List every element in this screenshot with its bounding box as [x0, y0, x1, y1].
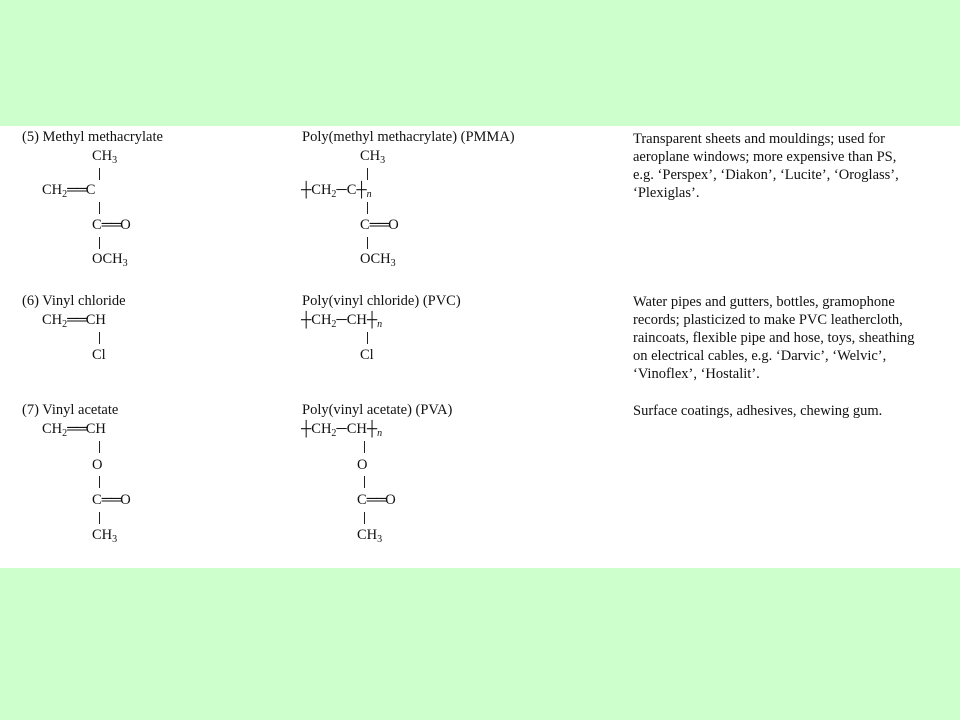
- polymer-5-bottom: $OCH_3$: [360, 251, 396, 269]
- monomer-5-bottom: $OCH_3$: [92, 251, 128, 269]
- bond: [99, 332, 100, 344]
- uses-5-line: Transparent sheets and mouldings; used for: [633, 131, 885, 147]
- monomer-7-oxygen: O: [92, 457, 103, 473]
- polymer-7-carbonyl: C══O: [357, 492, 396, 508]
- bond: [367, 237, 368, 249]
- uses-5-line: e.g. ‘Perspex’, ‘Diakon’, ‘Lucite’, ‘Oroglass’,: [633, 167, 899, 183]
- monomer-6-main: $CH_2══CH$: [42, 312, 106, 330]
- bond: [99, 168, 100, 180]
- bond: [99, 202, 100, 214]
- uses-7-line: Surface coatings, adhesives, chewing gum.: [633, 403, 883, 419]
- uses-6-line: raincoats, flexible pipe and hose, toys, sheathing: [633, 330, 915, 346]
- polymer-7-chain: $┼CH_2─CH┼_n$: [301, 421, 383, 439]
- bond: [364, 476, 365, 488]
- monomer-5-top: $CH_3$: [92, 148, 118, 166]
- uses-5: [633, 130, 953, 202]
- monomer-title-7: (7) Vinyl acetate: [22, 402, 119, 418]
- polymer-7-oxygen: O: [357, 457, 368, 473]
- monomer-6-bottom: Cl: [92, 347, 106, 363]
- bond: [364, 512, 365, 524]
- uses-5-line: ‘Plexiglas’.: [633, 185, 700, 201]
- polymer-table: [0, 126, 960, 568]
- polymer-title-6: Poly(vinyl chloride) (PVC): [302, 293, 461, 309]
- monomer-title-5: (5) Methyl methacrylate: [22, 129, 163, 145]
- bond: [367, 332, 368, 344]
- polymer-6-chain: $┼CH_2─CH┼_n$: [301, 312, 383, 330]
- polymer-title-7: Poly(vinyl acetate) (PVA): [302, 402, 453, 418]
- bond: [99, 476, 100, 488]
- uses-6-line: on electrical cables, e.g. ‘Darvic’, ‘Welvic’,: [633, 348, 887, 364]
- polymer-5-top: $CH_3$: [360, 148, 386, 166]
- polymer-5-carbonyl: C══O: [360, 217, 399, 233]
- bond: [367, 202, 368, 214]
- uses-5-line: aeroplane windows; more expensive than PS,: [633, 149, 897, 165]
- polymer-title-5: Poly(methyl methacrylate) (PMMA): [302, 129, 515, 145]
- monomer-title-6: (6) Vinyl chloride: [22, 293, 126, 309]
- polymer-7-bottom: $CH_3$: [357, 527, 383, 545]
- bond: [367, 168, 368, 180]
- bond: [364, 441, 365, 453]
- monomer-7-bottom: $CH_3$: [92, 527, 118, 545]
- bond: [99, 237, 100, 249]
- uses-7: [633, 402, 953, 420]
- bond: [99, 512, 100, 524]
- polymer-5-chain: $┼CH_2─C┼_n$: [301, 182, 372, 200]
- uses-6-line: records; plasticized to make PVC leathercloth,: [633, 312, 903, 328]
- monomer-7-carbonyl: C══O: [92, 492, 131, 508]
- uses-6: [633, 293, 953, 383]
- uses-6-line: Water pipes and gutters, bottles, gramophone: [633, 294, 895, 310]
- bond: [99, 441, 100, 453]
- monomer-7-main: $CH_2══CH$: [42, 421, 106, 439]
- monomer-5-main: $CH_2══C$: [42, 182, 96, 200]
- uses-6-line: ‘Vinoflex’, ‘Hostalit’.: [633, 366, 760, 382]
- polymer-6-bottom: Cl: [360, 347, 374, 363]
- monomer-5-carbonyl: C══O: [92, 217, 131, 233]
